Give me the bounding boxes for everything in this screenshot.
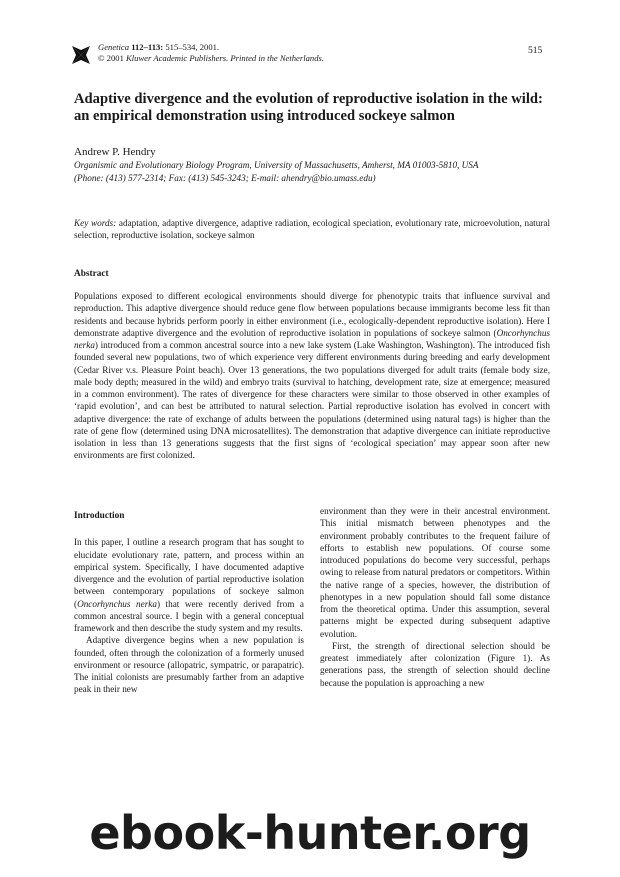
paper-title: Adaptive divergence and the evolution of reproductive isolation in the wild: an empirical demonstration using introduced sockeye salmon xyxy=(74,91,543,124)
paragraph-part: In this paper, I outline a research program that has sought to elucidate evolutionary rate, pattern, and process within an empirical system. Specifically, I have documented adaptive divergence and the evolution of partial reproductive isolation between contemporary populations of sockeye salmon ( xyxy=(74,537,304,609)
keywords xyxy=(74,217,550,242)
copyright-publisher: Kluwer Academic Publishers. Printed in the Netherlands. xyxy=(126,53,324,63)
species-name: Oncorhynchus nerka xyxy=(74,327,550,350)
affiliation-line: Organismic and Evolutionary Biology Program, University of Massachusetts, Amherst, MA 01003-5810, USA xyxy=(74,160,479,170)
abstract-heading: Abstract xyxy=(74,269,109,279)
journal-volume: 112–113: xyxy=(131,42,164,52)
keywords-text: adaptation, adaptive divergence, adaptive radiation, ecological speciation, evolutionary rate, microevolution, natural selection, reproductive isolation, sockeye salmon xyxy=(74,218,550,241)
intro-column-right xyxy=(320,505,550,689)
journal-citation xyxy=(98,42,324,64)
author-affiliation xyxy=(74,159,574,184)
intro-paragraph: environment than they were in their ancestral environment. This initial mismatch between phenotypes and the environment probably contributes to the frequent failure of efforts to establish new populations. Of course some introduced populations do become very successful, perhaps owing to release from natural predators or competitors. Within the native range of a species, however, the distribution of phenotypes in a new population should fall some distance from the theoretical optima. Under this assumption, several patterns might be expected during subsequent adaptive evolution. xyxy=(320,506,550,639)
publisher-logo-icon xyxy=(70,44,92,66)
journal-name: Genetica xyxy=(98,42,130,52)
page-number: 515 xyxy=(528,46,543,56)
paragraph-part: ) that were recently derived from a common ancestral source. I begin with a general conceptual framework and then describe the study system and my results. xyxy=(74,598,304,633)
intro-paragraph: Adaptive divergence begins when a new population is founded, often through the colonization of a formerly unused environment or resource (allopatric, sympatric, or parapatric). The initial colonists are presumably farther from an adaptive peak in their new xyxy=(74,635,304,695)
abstract-text xyxy=(74,290,550,462)
author-name: Andrew P. Hendry xyxy=(74,146,156,158)
abstract-part: ) introduced from a common ancestral source into a new lake system (Lake Washington, Washington). The introduced fish founded several new populations, two of which experience very different environments during breeding and early development (Cedar River v.s. Pleasure Point beach). Over 13 generations, the two populations diverged for adult traits (female body size, male body depth; measured in the wild) and embryo traits (survival to hatching, development rate, size at emergence; measured in a common environment). The rates of divergence for these characters were similar to those observed in other examples of ‘rapid evolution’, and can best be attributed to natural selection. Partial reproductive isolation has evolved in concert with adaptive divergence: the rate of exchange of adults between the populations (determined using natural tags) is higher than the rate of gene flow (determined using DNA microsatellites). The demonstration that adaptive divergence can initiate reproductive isolation in less than 13 generations suggests that the first signs of ‘ecological speciation’ may appear soon after new environments are first colonized. xyxy=(74,340,550,461)
watermark: ebook-hunter.org xyxy=(89,806,531,860)
intro-paragraph xyxy=(74,536,304,634)
species-name: Oncorhynchus nerka xyxy=(77,598,157,609)
intro-column-left xyxy=(74,510,304,696)
intro-paragraph: First, the strength of directional selection should be greatest immediately after colonization (Figure 1). As generations pass, the strength of selection should decline because the population is approaching a new xyxy=(320,640,550,688)
contact-line: (Phone: (413) 577-2314; Fax: (413) 545-3243; E-mail: ahendry@bio.umass.edu) xyxy=(74,172,376,183)
keywords-label: Key words: xyxy=(74,218,117,228)
copyright-prefix: © 2001 xyxy=(98,53,124,63)
abstract-part: Populations exposed to different ecological environments should diverge for phenotypic traits that influence survival and reproduction. This adaptive divergence should reduce gene flow between populations because immigrants become less fit than residents and because hybrids perform poorly in either environment (i.e., ecologically-dependent reproductive isolation). Here I demonstrate adaptive divergence and the evolution of reproductive isolation in populations of sockeye salmon ( xyxy=(74,291,550,338)
intro-heading: Introduction xyxy=(74,511,125,521)
journal-pages: 515–534, 2001. xyxy=(165,42,220,52)
